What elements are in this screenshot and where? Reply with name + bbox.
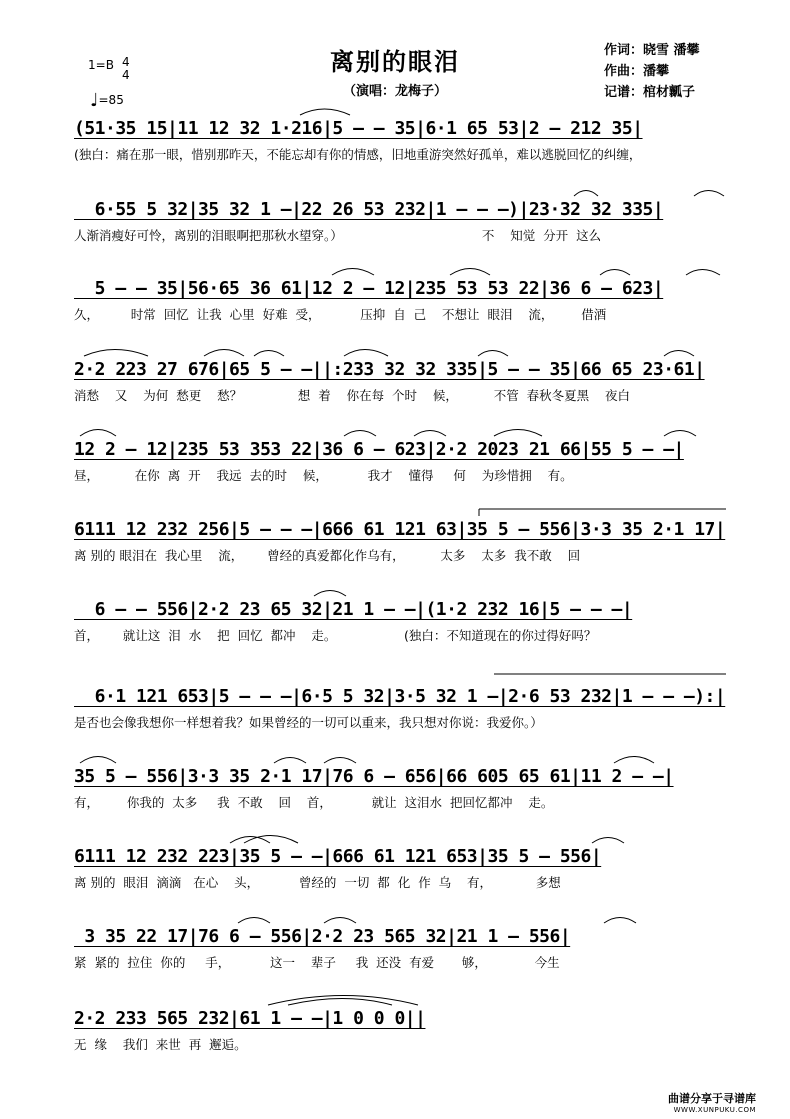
performer: （演唱：龙梅子）	[342, 84, 447, 99]
lyrics-line: 消愁 又 为何 愁更 愁？ 想 着 你在每 个时 候， 不管 春秋冬夏黑 夜白	[74, 388, 631, 403]
notes-line: 6·55 5 32|35 32 1 —|22 26 53 232|1 — — —)|23·32 32 335|	[74, 199, 664, 220]
slur-marks	[74, 750, 730, 764]
slur-marks	[74, 102, 730, 116]
notes-line: 6·1 121 653|5 — — —|6·5 5 32|3·5 32 1 —|2·6 53 232|1 — — —):|	[74, 686, 726, 707]
lyrics-line: 紧 紧的 拉住 你的 手， 这一 辈子 我 还没 有爱 够， 今生	[74, 955, 560, 970]
lyrics-line: 有， 你我的 太多 我 不敢 回 首， 就让 这泪水 把回忆都冲 走。	[74, 795, 554, 810]
slur-marks	[74, 583, 730, 597]
lyrics-line: 首， 就让这 泪 水 把 回忆 都冲 走。 (独白：不知道现在的你过得好吗？	[74, 628, 597, 643]
notes-line: 6 — — 556|2·2 23 65 32|21 1 — —|(1·2 232 16|5 — — —|	[74, 599, 633, 620]
slur-marks	[74, 262, 730, 276]
lyrics-line: 久， 时常 回忆 让我 心里 好难 受， 压抑 自 己 不想让 眼泪 流， 借酒	[74, 307, 607, 322]
slur-marks	[74, 830, 730, 844]
lyrics-line: 人渐消瘦好可怜，离别的泪眼啊把那秋水望穿。） 不 知觉 分开 这么	[74, 228, 602, 243]
time-signature-top: 4	[122, 55, 130, 69]
composer: 作曲：潘攀	[604, 64, 670, 79]
notes-line: 2·2 233 565 232|61 1 — —|1 0 0 0||	[74, 1008, 426, 1029]
notes-line: 3 35 22 17|76 6 — 556|2·2 23 565 32|21 1 — 556|	[74, 926, 571, 947]
slur-marks	[74, 670, 730, 684]
lyrics-line: 离 别的 眼泪 滴滴 在心 头， 曾经的 一切 都 化 作 乌 有， 多想	[74, 875, 561, 890]
slur-marks	[74, 503, 730, 517]
notes-line: 6111 12 232 256|5 — — —|666 61 121 63|35 5 — 556|3·3 35 2·1 17|	[74, 519, 726, 540]
lyrics-line: 离 别的 眼泪在 我心里 流， 曾经的真爱都化作乌有， 太多 太多 我不敢 回	[74, 548, 581, 563]
slur-marks	[74, 992, 730, 1006]
notes-line: 6111 12 232 223|35 5 — —|666 61 121 653|35 5 — 556|	[74, 846, 602, 867]
key-signature: 1=B	[88, 58, 114, 72]
notes-line: 5 — — 35|56·65 36 61|12 2 — 12|235 53 53 22|36 6 — 623|	[74, 278, 664, 299]
tempo-value: =85	[98, 93, 124, 107]
slur-marks	[74, 343, 730, 357]
song-title: 离别的眼泪	[330, 48, 460, 76]
notes-line: 12 2 — 12|235 53 353 22|36 6 — 623|2·2 2023 21 66|55 5 — —|	[74, 439, 684, 460]
notes-line: 35 5 — 556|3·3 35 2·1 17|76 6 — 656|66 605 65 61|11 2 — —|	[74, 766, 674, 787]
slur-marks	[74, 183, 730, 197]
time-signature	[122, 56, 130, 82]
transcriber: 记谱：棺材瓤子	[604, 85, 696, 100]
lyrics-line: (独白：痛在那一眼，惜别那昨天，不能忘却有你的情感，旧地重游突然好孤单，难以逃脱回忆的纠缠，	[74, 147, 642, 162]
lyrics-line: 无 缘 我们 来世 再 邂逅。	[74, 1037, 247, 1052]
footer-source: 曲谱分享于寻谱库	[668, 1092, 756, 1105]
notes-line: 2·2 223 27 676|65 5 — —||:233 32 32 335|5 — — 35|66 65 23·61|	[74, 359, 705, 380]
quarter-note-icon: ♩	[90, 90, 99, 111]
notes-line: (51·35 15|11 12 32 1·216|5 — — 35|6·1 65 53|2 — 212 35|	[74, 118, 643, 139]
lyrics-line: 是否也会像我想你一样想着我？如果曾经的一切可以重来，我只想对你说：我爱你。）	[74, 715, 543, 730]
time-signature-bottom: 4	[122, 68, 130, 82]
footer-url[interactable]: WWW.XUNPUKU.COM	[673, 1106, 756, 1114]
lyricist: 作词：晓雪 潘攀	[604, 43, 700, 58]
credits	[604, 40, 700, 103]
lyrics-line: 昼， 在你 离 开 我远 去的时 候， 我才 懂得 何 为珍惜拥 有。	[74, 468, 573, 483]
slur-marks	[74, 910, 730, 924]
slur-marks	[74, 423, 730, 437]
